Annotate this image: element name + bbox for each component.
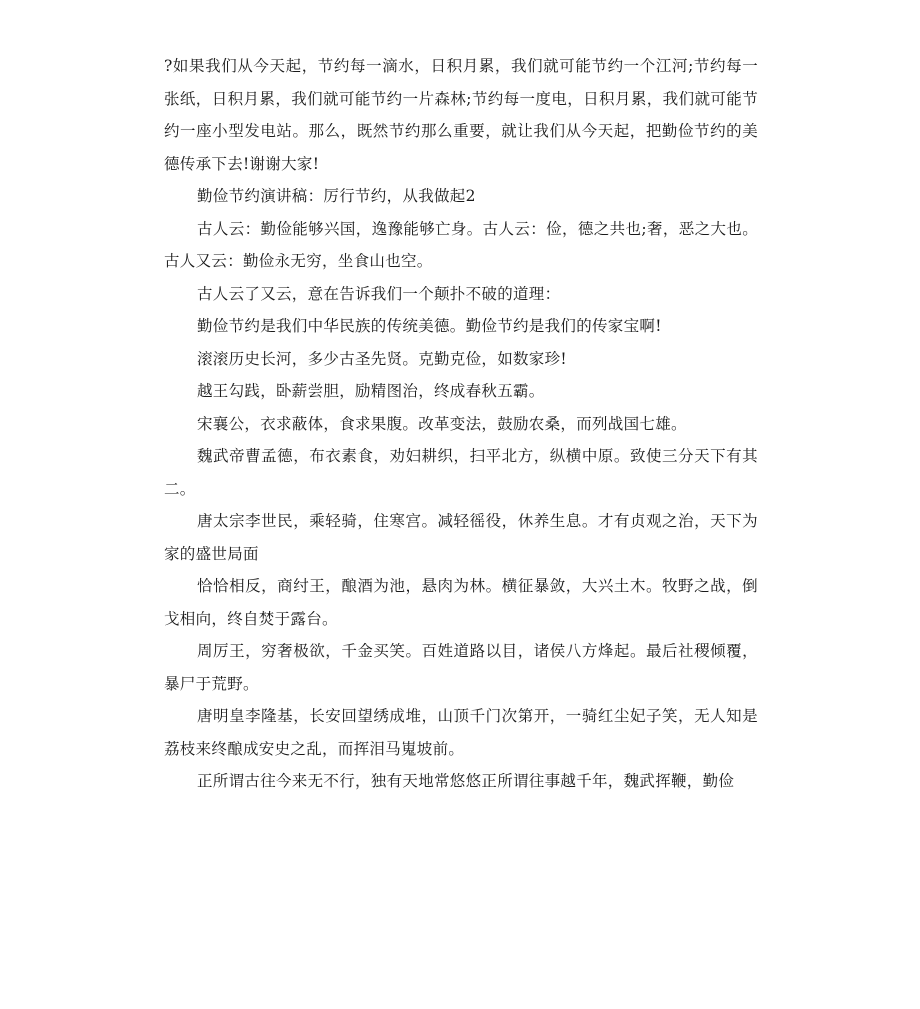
section-heading: 勤俭节约演讲稿：厉行节约，从我做起2: [197, 187, 476, 205]
paragraph-10: 唐太宗李世民，乘轻骑，住寒宫。减轻徭役，休养生息。才有贞观之治，天下为家的盛世局面: [164, 512, 758, 563]
paragraph-11: 恰恰相反，商纣王，酿酒为池，悬肉为林。横征暴敛，大兴土木。牧野之战，倒戈相向，终自焚于露台。: [164, 577, 758, 628]
paragraph-12: 周厉王，穷奢极欲，千金买笑。百姓道路以目，诸侯八方烽起。最后社稷倾覆，暴尸于荒野。: [164, 642, 758, 693]
paragraph-14: 正所谓古往今来无不行，独有天地常悠悠正所谓往事越千年，魏武挥鞭，勤俭: [197, 772, 735, 790]
paragraph-1: ?如果我们从今天起，节约每一滴水，日积月累，我们就可能节约一个江河;节约每一张纸，日积月累，我们就可能节约一片森林;节约每一度电，日积月累，我们就可能节约一座小型发电站。那么，既然节约那么重要，就让我们从今天起，把勤俭节约的美德传承下去!谢谢大家!: [164, 57, 758, 173]
paragraph-4: 古人云了又云，意在告诉我们一个颠扑不破的道理：: [197, 284, 561, 303]
paragraph-13: 唐明皇李隆基，长安回望绣成堆，山顶千门次第开，一骑红尘妃子笑，无人知是荔枝来终酿成安史之乱，而挥泪马嵬坡前。: [164, 707, 758, 758]
document-page: [164, 50, 758, 798]
paragraph-8: 宋襄公，衣求蔽体，食求果腹。改革变法，鼓励农桑，而列战国七雄。: [197, 414, 687, 433]
paragraph-5: 勤俭节约是我们中华民族的传统美德。勤俭节约是我们的传家宝啊!: [197, 317, 662, 335]
paragraph-9: 魏武帝曹孟德，布衣素食，劝妇耕织，扫平北方，纵横中原。致使三分天下有其二。: [164, 447, 758, 498]
paragraph-3: 古人云：勤俭能够兴国，逸豫能够亡身。古人云：俭，德之共也;奢，恶之大也。古人又云：勤俭永无穷，坐食山也空。: [164, 219, 758, 270]
paragraph-6: 滚滚历史长河，多少古圣先贤。克勤克俭，如数家珍!: [197, 349, 567, 368]
paragraph-7: 越王勾践，卧薪尝胆，励精图治，终成春秋五霸。: [197, 382, 545, 400]
